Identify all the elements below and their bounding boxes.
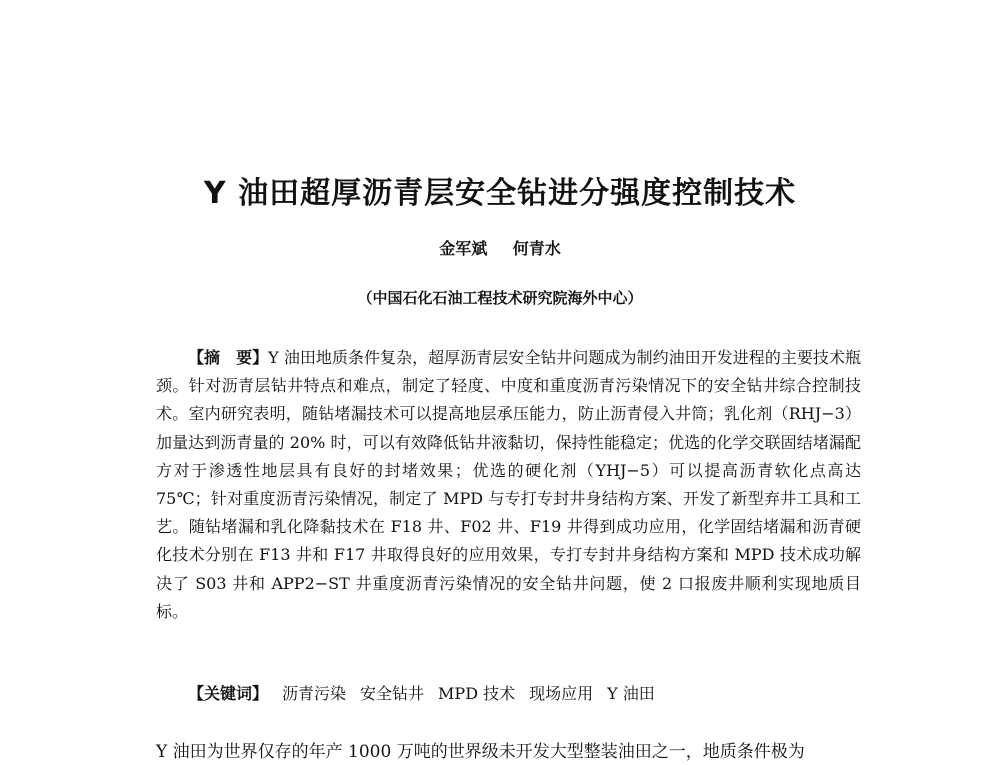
paper-title: Y 油田超厚沥青层安全钻进分强度控制技术 xyxy=(203,176,797,211)
author-name: 何青水 xyxy=(512,239,561,258)
keywords xyxy=(188,681,868,704)
abstract-text: Y 油田地质条件复杂，超厚沥青层安全钻井问题成为制约油田开发进程的主要技术瓶颈。针对沥青层钻井特点和难点，制定了轻度、中度和重度沥青污染情况下的安全钻井综合控制技术。室内研究表明，随钻堵漏技术可以提高地层承压能力，防止沥青侵入井筒；乳化剂（RHJ−3）加量达到沥青量的 20% 时，可以有效降低钻井液黏切，保持性能稳定；优选的化学交联固结堵漏配方对于渗透性地层具有良好的封堵效果；优选的硬化剂（YHJ−5）可以提高沥青软化点高达 75℃；针对重度沥青污染情况，制定了 MPD 与专打专封井身结构方案、开发了新型弃井工具和工艺。随钻堵漏和乳化降黏技术在 F18 井、F02 井、F19 井得到成功应用，化学固结堵漏和沥青硬化技术分别在 F13 井和 F17 井取得良好的应用效果，专打专封井身结构方案和 MPD 技术成功解决了 S03 井和 APP2−ST 井重度沥青污染情况的安全钻井问题，使 2 口报废井顺利实现地质目标。 xyxy=(156,348,861,621)
abstract xyxy=(156,344,861,626)
keyword: 安全钻井 xyxy=(360,684,425,703)
author-name: 金军斌 xyxy=(439,239,488,258)
affiliation: （中国石化石油工程技术研究院海外中心） xyxy=(357,289,643,307)
keyword: MPD 技术 xyxy=(438,684,516,703)
keyword: 现场应用 xyxy=(529,684,594,703)
keywords-label: 【关键词】 xyxy=(188,684,269,703)
keyword: Y 油田 xyxy=(607,684,655,703)
keyword: 沥青污染 xyxy=(282,684,347,703)
body-paragraph: Y 油田为世界仅存的年产 1000 万吨的世界级未开发大型整装油田之一，地质条件极为 xyxy=(156,742,805,762)
abstract-label: 【摘 要】 xyxy=(188,348,269,367)
author-list xyxy=(0,236,1000,259)
